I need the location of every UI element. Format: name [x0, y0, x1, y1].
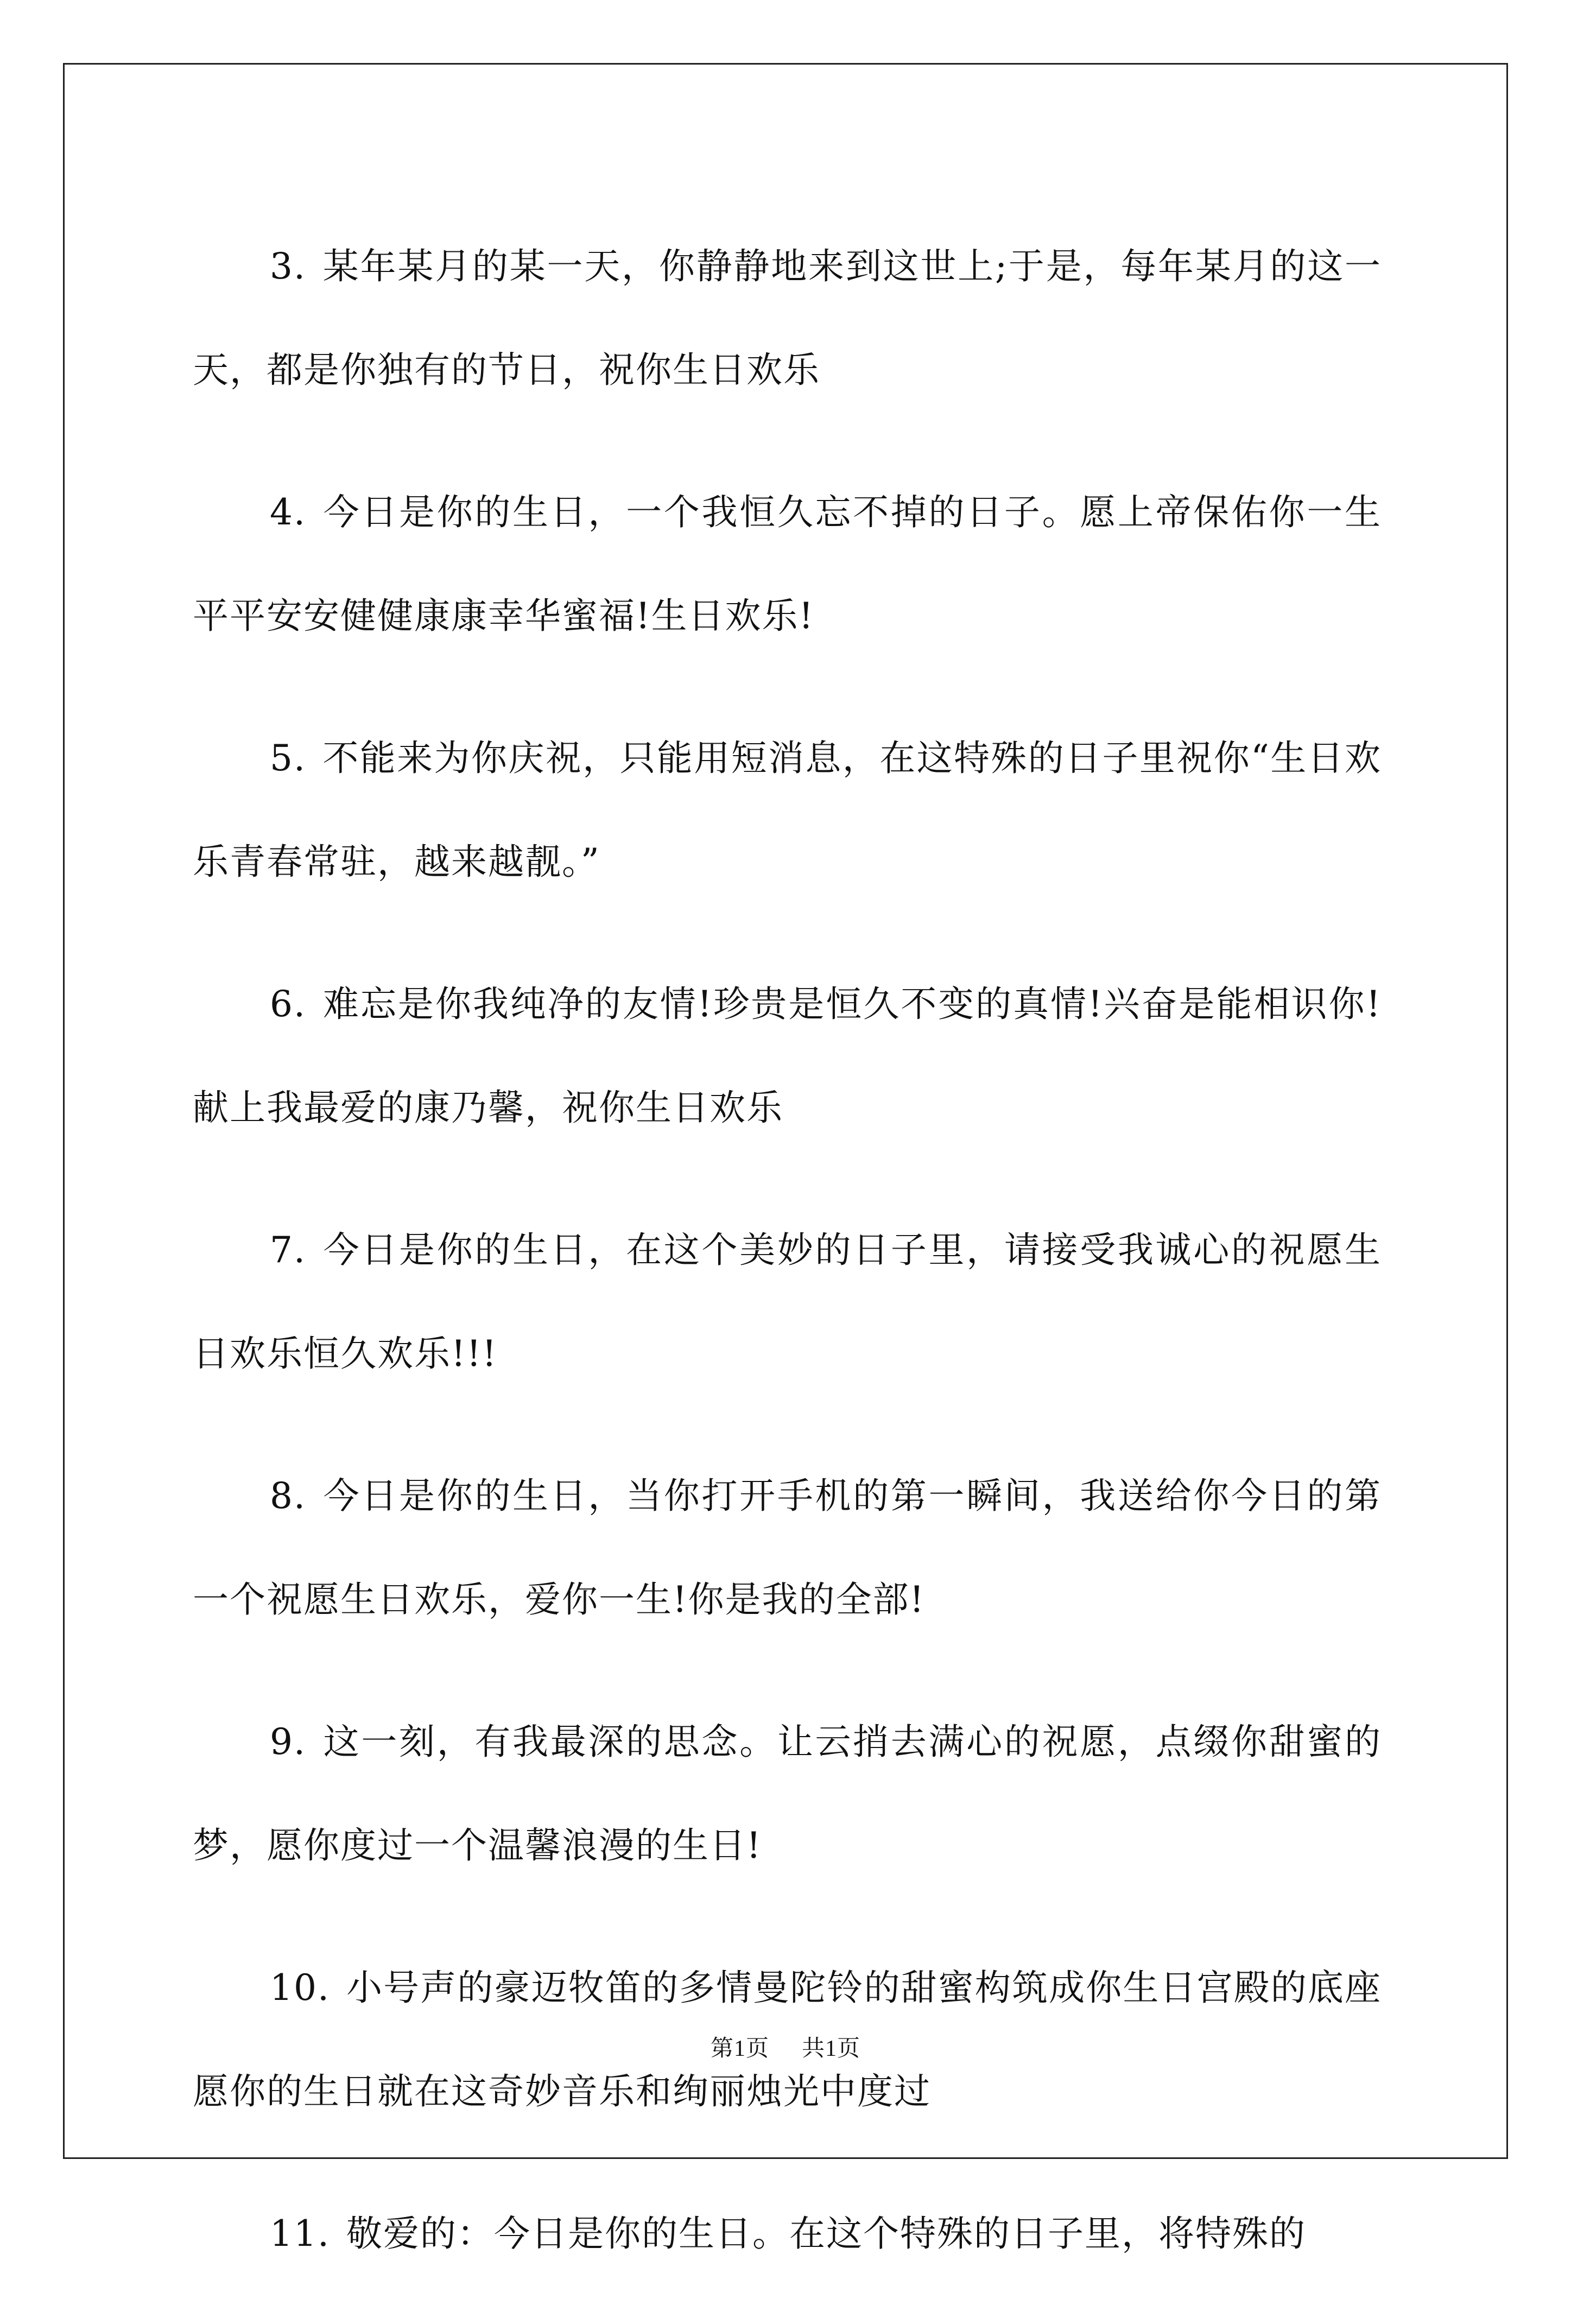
paragraph-number: 8.: [270, 1475, 306, 1517]
paragraph-text: 小号声的豪迈牧笛的多情曼陀铃的甜蜜构筑成你生日宫殿的底座愿你的生日就在这奇妙音乐和绚丽烛光中度过: [193, 1967, 1382, 2112]
page-number-total: 共1页: [802, 2036, 861, 2061]
document-body: [193, 214, 1382, 2324]
paragraph-text: 难忘是你我纯净的友情!珍贵是恒久不变的真情!兴奋是能相识你!献上我最爱的康乃馨，祝你生日欢乐: [193, 983, 1382, 1129]
paragraph-number: 11.: [270, 2213, 330, 2255]
paragraph-text: 今日是你的生日，一个我恒久忘不掉的日子。愿上帝保佑你一生平平安安健健康康幸华蜜福!生日欢乐!: [193, 491, 1382, 637]
page-footer: [0, 2030, 1571, 2063]
paragraph-number: 9.: [270, 1721, 306, 1763]
page-number-current: 第1页: [710, 2036, 769, 2061]
paragraph-8: [193, 1444, 1382, 1651]
paragraph-number: 4.: [270, 491, 306, 533]
paragraph-number: 5.: [270, 737, 306, 779]
paragraph-7: [193, 1198, 1382, 1405]
paragraph-6: [193, 952, 1382, 1160]
paragraph-4: [193, 460, 1382, 668]
paragraph-number: 6.: [270, 983, 306, 1025]
paragraph-text: 今日是你的生日，在这个美妙的日子里，请接受我诚心的祝愿生日欢乐恒久欢乐!!!: [193, 1229, 1382, 1375]
paragraph-text: 敬爱的：今日是你的生日。在这个特殊的日子里，将特殊的: [346, 2213, 1306, 2255]
paragraph-9: [193, 1690, 1382, 1897]
paragraph-text: 今日是你的生日，当你打开手机的第一瞬间，我送给你今日的第一个祝愿生日欢乐，爱你一生!你是我的全部!: [193, 1475, 1382, 1620]
paragraph-text: 不能来为你庆祝，只能用短消息，在这特殊的日子里祝你“生日欢乐青春常驻，越来越靓。”: [193, 737, 1382, 883]
paragraph-3: [193, 214, 1382, 422]
paragraph-text: 这一刻，有我最深的思念。让云捎去满心的祝愿，点缀你甜蜜的梦，愿你度过一个温馨浪漫的生日!: [193, 1721, 1382, 1866]
paragraph-5: [193, 706, 1382, 914]
paragraph-number: 7.: [270, 1229, 306, 1271]
paragraph-text: 某年某月的某一天，你静静地来到这世上;于是，每年某月的这一天，都是你独有的节日，祝你生日欢乐: [193, 245, 1382, 391]
paragraph-11: [193, 2182, 1382, 2285]
paragraph-number: 10.: [270, 1967, 330, 2009]
paragraph-number: 3.: [270, 245, 306, 287]
